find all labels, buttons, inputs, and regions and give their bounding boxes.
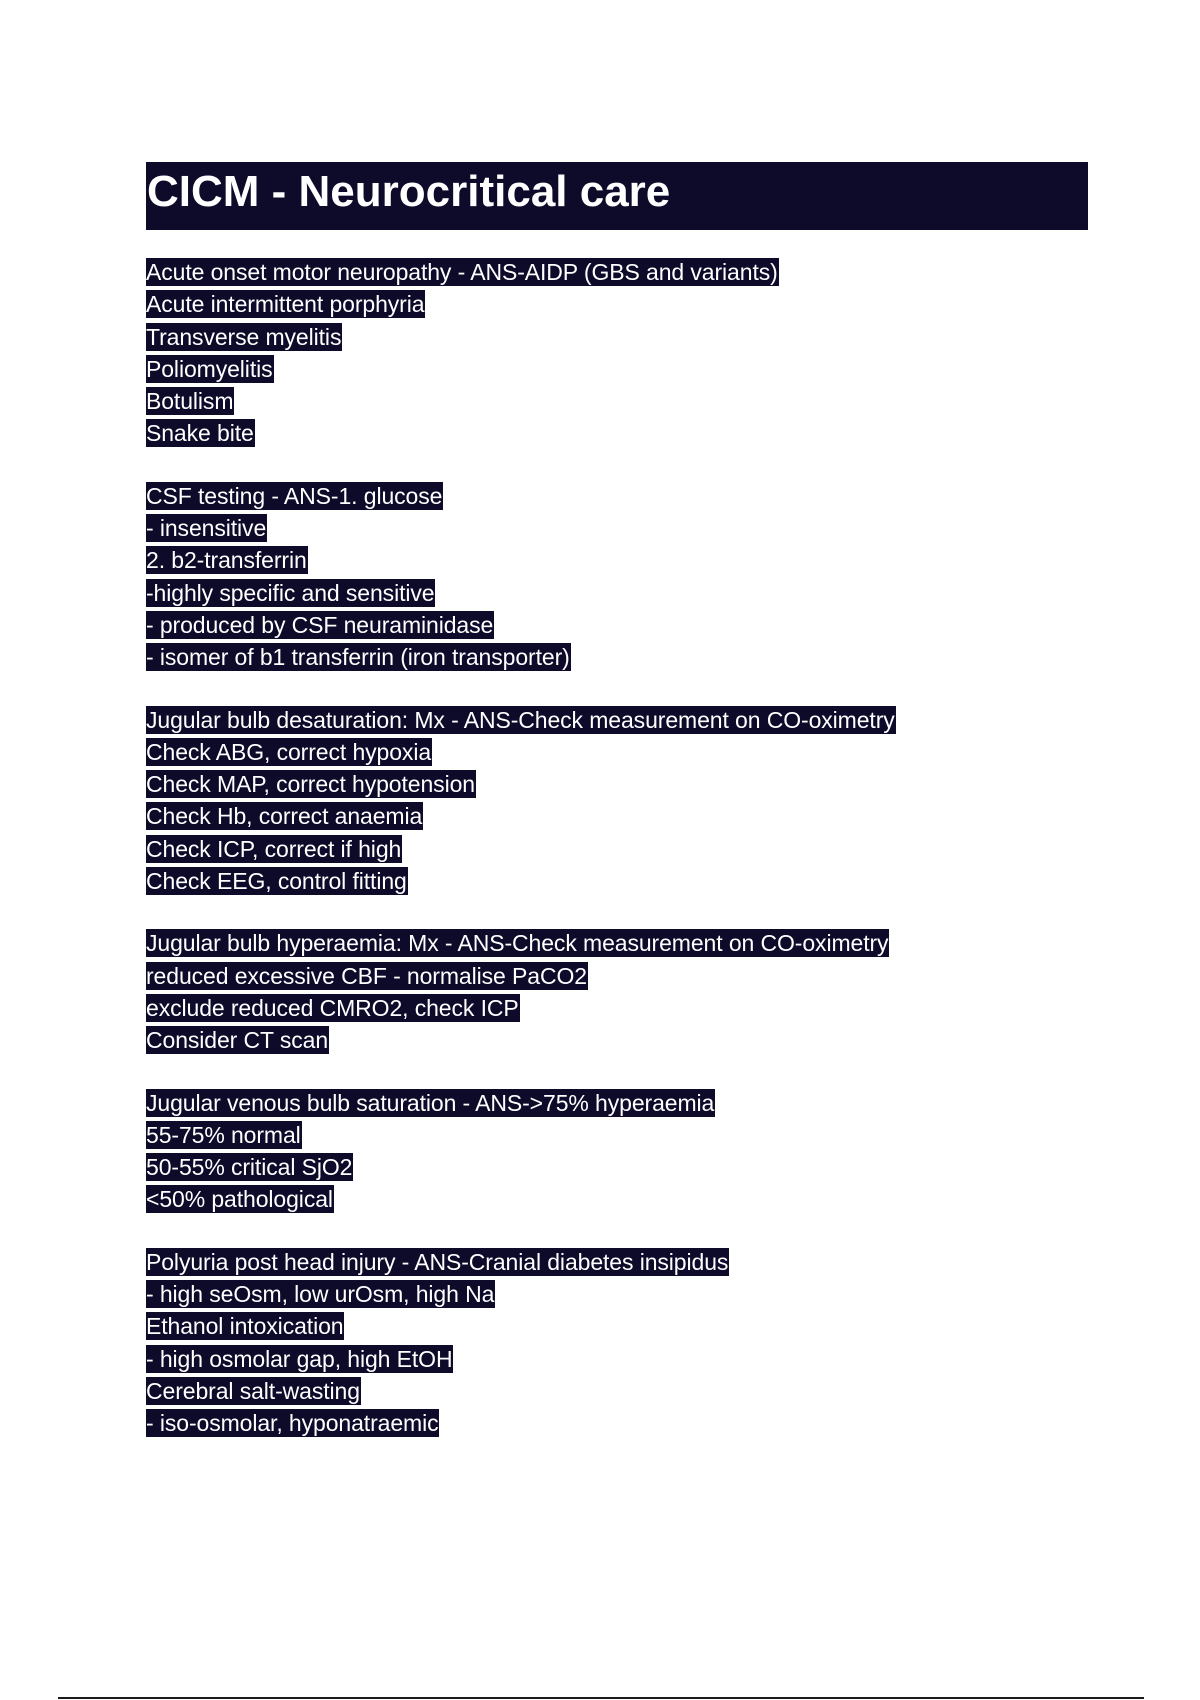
text-line — [146, 770, 1088, 802]
text-line — [146, 1121, 1088, 1153]
highlighted-text: Jugular bulb desaturation: Mx - ANS-Check measurement on CO-oximetry — [146, 706, 895, 733]
text-line — [146, 290, 1088, 322]
highlighted-text: - high seOsm, low urOsm, high Na — [146, 1281, 495, 1308]
highlighted-text: CSF testing - ANS-1. glucose — [146, 482, 443, 509]
text-line — [146, 738, 1088, 770]
page-title: CICM - Neurocritical care — [147, 167, 671, 216]
text-line — [146, 1089, 1088, 1121]
text-line — [146, 1312, 1088, 1344]
text-line — [146, 1345, 1088, 1377]
text-line — [146, 962, 1088, 994]
text-line — [146, 323, 1088, 355]
highlighted-text: Acute intermittent porphyria — [146, 291, 425, 318]
flashcard-list — [146, 258, 1088, 1472]
text-line — [146, 994, 1088, 1026]
highlighted-text: Snake bite — [146, 420, 254, 447]
text-line — [146, 643, 1088, 675]
section-motor-neuropathy — [146, 258, 1088, 452]
highlighted-text: - insensitive — [146, 515, 267, 542]
highlighted-text: - isomer of b1 transferrin (iron transporter) — [146, 644, 570, 671]
highlighted-text: Acute onset motor neuropathy - ANS-AIDP (GBS and variants) — [146, 259, 778, 285]
section-jugular-desaturation — [146, 706, 1088, 900]
highlighted-text: <50% pathological — [146, 1186, 333, 1213]
highlighted-text: Check ABG, correct hypoxia — [146, 738, 432, 765]
highlighted-text: Jugular bulb hyperaemia: Mx - ANS-Check measurement on CO-oximetry — [146, 930, 889, 957]
text-line — [146, 1185, 1088, 1217]
text-line — [146, 867, 1088, 899]
highlighted-text: Transverse myelitis — [146, 323, 342, 350]
highlighted-text: Check Hb, correct anaemia — [146, 803, 423, 830]
section-jugular-hyperaemia — [146, 929, 1088, 1058]
text-line — [146, 1409, 1088, 1441]
text-line — [146, 579, 1088, 611]
highlighted-text: - high osmolar gap, high EtOH — [146, 1345, 453, 1372]
highlighted-text: Cerebral salt-wasting — [146, 1377, 360, 1404]
text-line — [146, 611, 1088, 643]
highlighted-text: Poliomyelitis — [146, 355, 273, 382]
highlighted-text: Botulism — [146, 388, 234, 415]
highlighted-text: 2. b2-transferrin — [146, 547, 307, 574]
highlighted-text: 50-55% critical SjO2 — [146, 1154, 353, 1181]
text-line — [146, 1026, 1088, 1058]
highlighted-text: - produced by CSF neuraminidase — [146, 611, 494, 638]
text-line — [146, 1153, 1088, 1185]
highlighted-text: Check ICP, correct if high — [146, 835, 402, 862]
highlighted-text: exclude reduced CMRO2, check ICP — [146, 994, 519, 1021]
text-line — [146, 1280, 1088, 1312]
text-line — [146, 1248, 1088, 1280]
text-line — [146, 929, 1088, 961]
text-line — [146, 258, 1088, 290]
highlighted-text: reduced excessive CBF - normalise PaCO2 — [146, 962, 587, 989]
text-line — [146, 355, 1088, 387]
text-line — [146, 706, 1088, 738]
section-jugular-saturation — [146, 1089, 1088, 1218]
highlighted-text: 55-75% normal — [146, 1121, 301, 1148]
text-line — [146, 482, 1088, 514]
highlighted-text: Consider CT scan — [146, 1027, 329, 1054]
section-csf-testing — [146, 482, 1088, 676]
section-polyuria — [146, 1248, 1088, 1442]
highlighted-text: Jugular venous bulb saturation - ANS->75% hyperaemia — [146, 1089, 715, 1116]
text-line — [146, 546, 1088, 578]
text-line — [146, 387, 1088, 419]
text-line — [146, 835, 1088, 867]
highlighted-text: Polyuria post head injury - ANS-Cranial diabetes insipidus — [146, 1248, 729, 1275]
highlighted-text: Check EEG, control fitting — [146, 868, 407, 895]
highlighted-text: -highly specific and sensitive — [146, 579, 435, 606]
text-line — [146, 514, 1088, 546]
highlighted-text: - iso-osmolar, hyponatraemic — [146, 1410, 439, 1437]
title-banner — [146, 162, 1088, 230]
text-line — [146, 802, 1088, 834]
highlighted-text: Check MAP, correct hypotension — [146, 771, 475, 798]
text-line — [146, 1377, 1088, 1409]
footer-divider — [58, 1697, 1144, 1699]
highlighted-text: Ethanol intoxication — [146, 1313, 344, 1340]
text-line — [146, 419, 1088, 451]
